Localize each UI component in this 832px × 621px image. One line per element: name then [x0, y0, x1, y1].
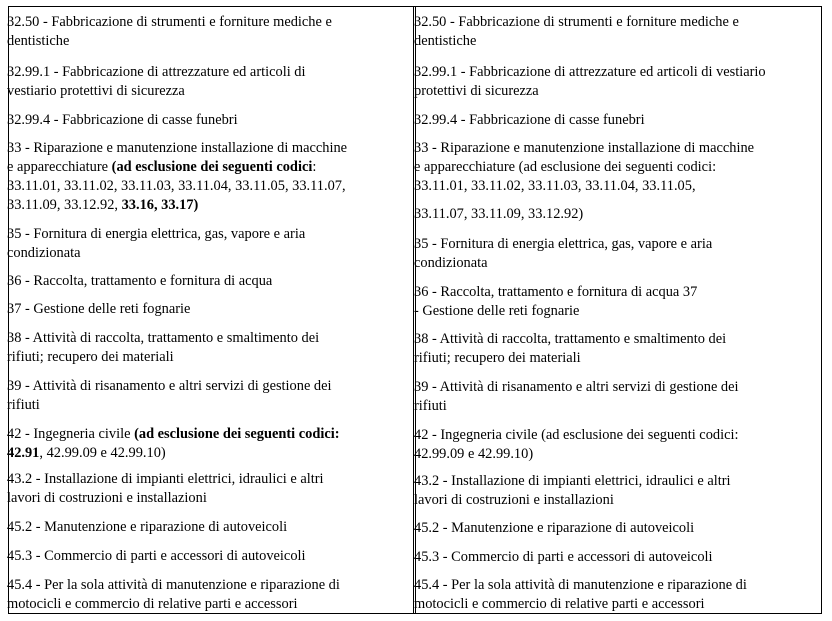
row-line: 43.2 - Installazione di impianti elettrici, idraulici e altri: [7, 471, 324, 487]
left-row-33: [7, 139, 347, 215]
row-text: , 42.99.09 e 42.99.10): [39, 445, 166, 461]
row-line: vestiario protettivi di sicurezza: [7, 83, 185, 99]
right-row-35: [414, 235, 712, 273]
row-line: e apparecchiature (ad esclusione dei seguenti codici:: [414, 159, 717, 175]
row-line: 42.99.09 e 42.99.10): [414, 446, 534, 462]
bold-text: 33.16, 33.17): [121, 197, 199, 213]
row-line: 45.4 - Per la sola attività di manutenzione e riparazione di: [414, 577, 747, 593]
row-line: 32.99.1 - Fabbricazione di attrezzature ed articoli di vestiario: [414, 64, 766, 80]
left-row-32-99-4: [7, 111, 238, 130]
bold-text: (ad esclusione dei seguenti codici:: [134, 426, 340, 442]
row-line: - Gestione delle reti fognarie: [414, 303, 580, 319]
row-line: lavori di costruzioni e installazioni: [414, 492, 614, 508]
row-line: 45.3 - Commercio di parti e accessori di autoveicoli: [414, 549, 713, 565]
left-row-36: [7, 272, 272, 291]
row-line: 32.99.1 - Fabbricazione di attrezzature ed articoli di: [7, 64, 306, 80]
right-row-43-2: [414, 472, 731, 510]
row-line: 43.2 - Installazione di impianti elettrici, idraulici e altri: [414, 473, 731, 489]
right-row-32-50: [414, 13, 739, 51]
row-line: 33.11.01, 33.11.02, 33.11.03, 33.11.04, 33.11.05,: [414, 178, 696, 194]
row-line: 33.11.07, 33.11.09, 33.12.92): [414, 206, 584, 222]
row-line: condizionata: [7, 245, 81, 261]
row-text: 33.11.09, 33.12.92,: [7, 197, 122, 213]
row-line: [7, 196, 347, 215]
right-row-45-2: [414, 519, 694, 538]
row-line: 45.3 - Commercio di parti e accessori di autoveicoli: [7, 548, 306, 564]
row-line: motocicli e commercio di relative parti e accessori: [7, 596, 298, 612]
row-line: rifiuti; recupero dei materiali: [7, 349, 174, 365]
left-row-45-2: [7, 518, 287, 537]
row-line: 36 - Raccolta, trattamento e fornitura di acqua 37: [414, 284, 698, 300]
row-line: 33.11.01, 33.11.02, 33.11.03, 33.11.04, 33.11.05, 33.11.07,: [7, 178, 346, 194]
right-row-45-4: [414, 576, 747, 614]
row-line: 38 - Attività di raccolta, trattamento e smaltimento dei: [414, 331, 727, 347]
row-line: rifiuti: [414, 398, 447, 414]
row-line: 42 - Ingegneria civile (ad esclusione dei seguenti codici:: [414, 427, 739, 443]
row-line: 33 - Riparazione e manutenzione installazione di macchine: [7, 140, 348, 156]
row-line: [7, 158, 347, 177]
left-row-38: [7, 329, 319, 367]
left-row-45-3: [7, 547, 306, 566]
row-line: [7, 444, 340, 463]
right-row-38: [414, 330, 726, 368]
row-line: 45.2 - Manutenzione e riparazione di autoveicoli: [7, 519, 288, 535]
left-row-37: [7, 300, 190, 319]
row-text: 42 - Ingegneria civile: [7, 426, 135, 442]
row-line: 36 - Raccolta, trattamento e fornitura di acqua: [7, 273, 273, 289]
row-line: 45.4 - Per la sola attività di manutenzione e riparazione di: [7, 577, 340, 593]
right-row-32-99-4: [414, 111, 645, 130]
row-line: 39 - Attività di risanamento e altri servizi di gestione dei: [414, 379, 739, 395]
left-row-35: [7, 225, 305, 263]
row-line: 33 - Riparazione e manutenzione installazione di macchine: [414, 140, 755, 156]
row-line: motocicli e commercio di relative parti e accessori: [414, 596, 705, 612]
row-line: 32.99.4 - Fabbricazione di casse funebri: [7, 112, 238, 128]
left-row-32-99-1: [7, 63, 305, 101]
row-line: [7, 425, 340, 444]
row-text: e apparecchiature: [7, 159, 112, 175]
row-line: dentistiche: [7, 33, 70, 49]
row-text: :: [312, 159, 317, 175]
right-row-42: [414, 426, 738, 464]
left-row-39: [7, 377, 332, 415]
row-line: 32.50 - Fabbricazione di strumenti e forniture mediche e: [414, 14, 739, 30]
bold-text: 42.91: [7, 445, 40, 461]
row-line: 35 - Fornitura di energia elettrica, gas, vapore e aria: [7, 226, 306, 242]
row-line: 32.99.4 - Fabbricazione di casse funebri: [414, 112, 645, 128]
row-line: 38 - Attività di raccolta, trattamento e smaltimento dei: [7, 330, 320, 346]
row-line: lavori di costruzioni e installazioni: [7, 490, 207, 506]
row-line: rifiuti: [7, 397, 40, 413]
row-line: 37 - Gestione delle reti fognarie: [7, 301, 191, 317]
left-row-43-2: [7, 470, 324, 508]
row-line: 35 - Fornitura di energia elettrica, gas, vapore e aria: [414, 236, 713, 252]
right-row-36-37: [414, 283, 697, 321]
row-line: rifiuti; recupero dei materiali: [414, 350, 581, 366]
right-row-45-3: [414, 548, 713, 567]
row-line: dentistiche: [414, 33, 477, 49]
row-line: 32.50 - Fabbricazione di strumenti e forniture mediche e: [7, 14, 332, 30]
row-line: 45.2 - Manutenzione e riparazione di autoveicoli: [414, 520, 695, 536]
right-row-39: [414, 378, 739, 416]
left-row-42: [7, 425, 340, 463]
right-row-32-99-1: [414, 63, 766, 101]
row-line: protettivi di sicurezza: [414, 83, 539, 99]
bold-text: (ad esclusione dei seguenti codici: [111, 159, 313, 175]
left-row-32-50: [7, 13, 332, 51]
row-line: condizionata: [414, 255, 488, 271]
left-row-45-4: [7, 576, 340, 614]
right-row-33: [414, 139, 754, 224]
row-line: 39 - Attività di risanamento e altri servizi di gestione dei: [7, 378, 332, 394]
